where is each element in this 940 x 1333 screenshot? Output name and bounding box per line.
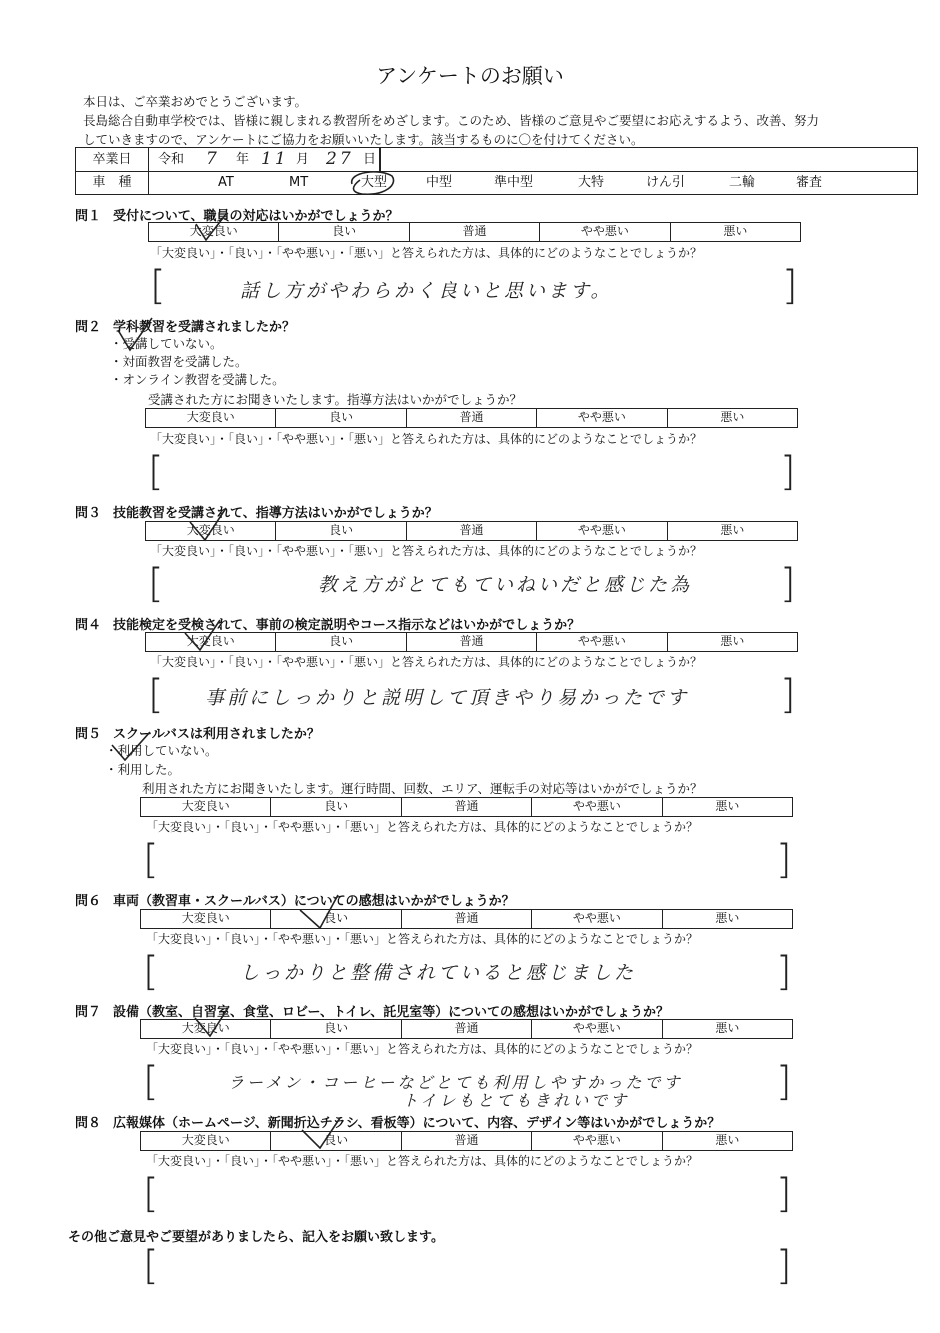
rating-good[interactable]: 良い — [271, 910, 401, 928]
other-comments-title: その他ご意見やご要望がありましたら、記入をお願い致します。 — [68, 1230, 444, 1245]
check-q7 — [195, 1008, 228, 1036]
check-q5 — [112, 732, 150, 760]
q8-bracket-close: ] — [776, 1171, 792, 1217]
rating-average[interactable]: 普通 — [410, 223, 540, 241]
vehicle-towing[interactable]: けん引 — [646, 175, 686, 190]
vehicle-medium[interactable]: 中型 — [426, 175, 453, 190]
q3-bracket-close: ] — [780, 561, 796, 607]
q5-sub-question: 利用された方にお聞きいたします。運行時間、回数、エリア、運転手の対応等はいかがでしょうか？ — [142, 781, 703, 796]
q5-bracket-close: ] — [776, 837, 792, 883]
q7-title: 問７ 設備（教室、自習室、食堂、ロビー、トイレ、託児室等）についての感想はいかがでしょうか？ — [75, 1005, 670, 1020]
q2-option-3[interactable]: ・オンライン教習を受講した。 — [110, 372, 285, 387]
q4-title: 問４ 技能検定を受検されて、事前の検定説明やコース指示などはいかがでしょうか？ — [75, 618, 581, 633]
vehicle-at[interactable]: AT — [218, 175, 234, 190]
rating-very-good[interactable]: 大変良い — [141, 1020, 271, 1038]
q6-bracket-open: [ — [143, 949, 159, 995]
rating-bad[interactable]: 悪い — [715, 799, 740, 813]
other-bracket-close: ] — [776, 1243, 792, 1289]
check-q4 — [185, 620, 220, 650]
rating-very-good[interactable]: 大変良い — [146, 409, 276, 427]
day-value[interactable]: 27 — [326, 149, 354, 169]
rating-average[interactable]: 普通 — [402, 910, 532, 928]
vehicle-motorcycle[interactable]: 二輪 — [729, 175, 756, 190]
q6-followup-note: 「大変良い」・「良い」・「やや悪い」・「悪い」と答えられた方は、具体的にどのようなことでしょうか？ — [146, 932, 699, 946]
rating-somewhat-bad[interactable]: やや悪い — [537, 409, 667, 427]
rating-very-good[interactable]: 大変良い — [141, 1132, 271, 1150]
day-unit: 日 — [363, 152, 377, 167]
q4-answer[interactable]: 事前にしっかりと説明して頂きやり易かったです — [205, 687, 690, 709]
intro-line-1: 本日は、ご卒業おめでとうございます。 — [83, 94, 308, 109]
rating-very-good[interactable]: 大変良い — [141, 798, 271, 816]
q1-bracket-close: ] — [782, 263, 798, 309]
q6-answer[interactable]: しっかりと整備されていると感じました — [240, 962, 637, 984]
rating-somewhat-bad[interactable]: やや悪い — [537, 633, 667, 651]
q5-option-1[interactable]: ・利用していない。 — [105, 743, 218, 758]
q2-title: 問２ 学科教習を受講されましたか？ — [75, 320, 296, 335]
rating-average[interactable]: 普通 — [402, 1132, 532, 1150]
vehicle-special[interactable]: 大特 — [578, 175, 605, 190]
rating-somewhat-bad[interactable]: やや悪い — [532, 1132, 662, 1150]
rating-good[interactable]: 良い — [279, 223, 409, 241]
q4-followup-note: 「大変良い」・「良い」・「やや悪い」・「悪い」と答えられた方は、具体的にどのようなことでしょうか？ — [150, 655, 703, 669]
rating-somewhat-bad[interactable]: やや悪い — [532, 1020, 662, 1038]
rating-very-good[interactable]: 大変良い — [146, 633, 276, 651]
rating-good[interactable]: 良い — [271, 798, 401, 816]
rating-somewhat-bad[interactable]: やや悪い — [540, 223, 670, 241]
q6-title: 問６ 車両（教習車・スクールバス）についての感想はいかがでしょうか？ — [75, 894, 515, 909]
rating-very-good[interactable]: 大変良い — [141, 910, 271, 928]
rating-good[interactable]: 良い — [276, 633, 406, 651]
check-q1 — [196, 214, 226, 240]
year-unit: 年 — [236, 152, 250, 167]
check-q2 — [118, 318, 152, 350]
q8-bracket-open: [ — [143, 1171, 159, 1217]
intro-line-3: していきますので、アンケートにご協力をお願いいたします。該当するものに〇を付けてください。 — [83, 132, 644, 147]
q5-title: 問５ スクールバスは利用されましたか？ — [75, 727, 320, 742]
q3-title: 問３ 技能教習を受講されて、指導方法はいかがでしょうか？ — [75, 506, 438, 521]
q7-bracket-close: ] — [776, 1059, 792, 1105]
rating-good[interactable]: 良い — [276, 409, 406, 427]
rating-bad[interactable]: 悪い — [720, 523, 745, 537]
q1-followup-note: 「大変良い」・「良い」・「やや悪い」・「悪い」と答えられた方は、具体的にどのようなことでしょうか？ — [150, 246, 703, 260]
q7-answer-line-2[interactable]: トイレもとてもきれいです — [402, 1091, 630, 1110]
q1-title: 問１ 受付について、職員の対応はいかがでしょうか？ — [75, 209, 399, 224]
q3-followup-note: 「大変良い」・「良い」・「やや悪い」・「悪い」と答えられた方は、具体的にどのようなことでしょうか？ — [150, 544, 703, 558]
rating-good[interactable]: 良い — [276, 522, 406, 540]
check-q6 — [300, 895, 338, 928]
q2-sub-question: 受講された方にお聞きいたします。指導方法はいかがでしょうか？ — [148, 392, 523, 407]
rating-bad[interactable]: 悪い — [715, 1021, 740, 1035]
q3-answer[interactable]: 教え方がとてもていねいだと感じた為 — [318, 574, 693, 596]
q4-bracket-close: ] — [780, 672, 796, 718]
rating-average[interactable]: 普通 — [407, 409, 537, 427]
graduation-date-label: 卒業日 — [76, 148, 149, 171]
q5-bracket-open: [ — [143, 837, 159, 883]
rating-somewhat-bad[interactable]: やや悪い — [537, 522, 667, 540]
rating-good[interactable]: 良い — [271, 1132, 401, 1150]
rating-average[interactable]: 普通 — [402, 798, 532, 816]
vehicle-type-label: 車 種 — [76, 171, 149, 194]
vehicle-exam[interactable]: 審査 — [796, 175, 823, 190]
rating-bad[interactable]: 悪い — [723, 224, 748, 238]
month-value[interactable]: 11 — [261, 149, 289, 169]
rating-bad[interactable]: 悪い — [720, 410, 745, 424]
q7-answer[interactable]: ラーメン・コーヒーなどとても利用しやすかったです — [228, 1073, 683, 1092]
other-bracket-open: [ — [143, 1243, 159, 1289]
vehicle-mt[interactable]: MT — [289, 175, 309, 190]
rating-somewhat-bad[interactable]: やや悪い — [532, 910, 662, 928]
q8-title: 問８ 広報媒体（ホームページ、新聞折込チラシ、看板等）について、内容、デザイン等はいかがでしょうか？ — [75, 1116, 721, 1131]
survey-title: アンケートのお願い — [376, 64, 564, 88]
q2-option-2[interactable]: ・対面教習を受講した。 — [110, 354, 248, 369]
rating-good[interactable]: 良い — [271, 1020, 401, 1038]
rating-average[interactable]: 普通 — [402, 1020, 532, 1038]
vehicle-large[interactable]: 大型 — [361, 175, 388, 190]
month-unit: 月 — [296, 152, 310, 167]
q1-bracket-open: [ — [150, 263, 166, 309]
q2-bracket-close: ] — [780, 449, 796, 495]
vehicle-semi-medium[interactable]: 準中型 — [494, 175, 534, 190]
rating-very-good[interactable]: 大変良い — [146, 522, 276, 540]
rating-bad[interactable]: 悪い — [715, 1133, 740, 1147]
q1-answer[interactable]: 話し方がやわらかく良いと思います。 — [240, 280, 613, 302]
intro-line-2: 長島総合自動車学校では、皆様に親しまれる教習所をめざします。このため、皆様のご意見やご要望にお応えするよう、改善、努力 — [83, 113, 820, 128]
q3-bracket-open: [ — [148, 561, 164, 607]
q2-option-1[interactable]: ・受講していない。 — [110, 336, 223, 351]
rating-average[interactable]: 普通 — [407, 633, 537, 651]
q5-option-2[interactable]: ・利用した。 — [105, 762, 181, 777]
q5-followup-note: 「大変良い」・「良い」・「やや悪い」・「悪い」と答えられた方は、具体的にどのようなことでしょうか？ — [146, 820, 699, 834]
rating-bad[interactable]: 悪い — [720, 634, 745, 648]
q6-bracket-close: ] — [776, 949, 792, 995]
check-q3 — [190, 508, 226, 540]
era-label: 令和 — [158, 152, 185, 167]
rating-average[interactable]: 普通 — [407, 522, 537, 540]
circle-vehicle-large — [352, 172, 394, 194]
q7-bracket-open: [ — [143, 1059, 159, 1105]
q8-followup-note: 「大変良い」・「良い」・「やや悪い」・「悪い」と答えられた方は、具体的にどのようなことでしょうか？ — [146, 1154, 699, 1168]
q2-followup-note: 「大変良い」・「良い」・「やや悪い」・「悪い」と答えられた方は、具体的にどのようなことでしょうか？ — [150, 432, 703, 446]
rating-somewhat-bad[interactable]: やや悪い — [532, 798, 662, 816]
rating-very-good[interactable]: 大変良い — [149, 223, 279, 241]
check-q8 — [302, 1118, 340, 1148]
q7-followup-note: 「大変良い」・「良い」・「やや悪い」・「悪い」と答えられた方は、具体的にどのようなことでしょうか？ — [146, 1042, 699, 1056]
year-value[interactable]: 7 — [206, 149, 220, 169]
q2-bracket-open: [ — [148, 449, 164, 495]
q4-bracket-open: [ — [148, 672, 164, 718]
rating-bad[interactable]: 悪い — [715, 911, 740, 925]
